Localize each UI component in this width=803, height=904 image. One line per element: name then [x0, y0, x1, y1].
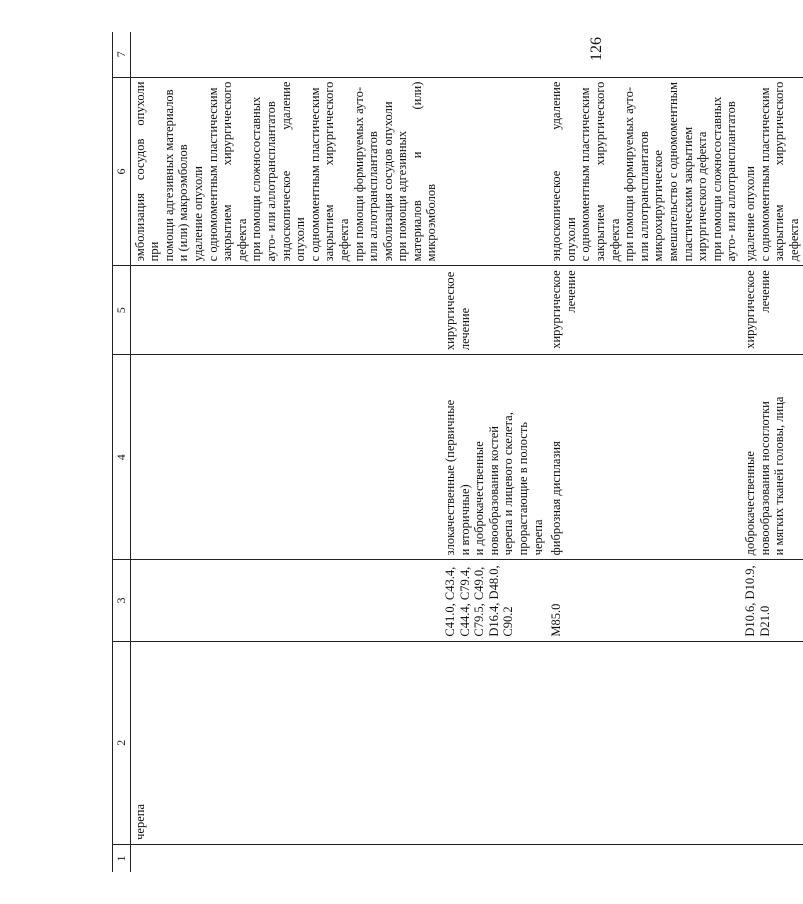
method-line: с одномоментным пластическим [307, 87, 322, 262]
code-line: C44.4, C79.4, [457, 566, 472, 637]
table-row [741, 32, 803, 872]
cell-col-7 [547, 32, 741, 77]
cell-col-7 [741, 32, 803, 77]
header-col-7: 7 [113, 32, 131, 77]
cell-diagnosis [741, 355, 803, 560]
diagnosis-line: и мягких тканей головы, лица [772, 396, 787, 556]
method-line: или аллотрансплантатов [636, 131, 651, 262]
cell-col-2 [547, 641, 741, 844]
cell-treatment-type [547, 266, 741, 355]
method-line: при помощи адгезивных [395, 130, 410, 262]
method-line: и (или) макроэмболов [176, 144, 191, 262]
method-line: удаление опухоли [742, 166, 757, 262]
cell-col-1 [441, 844, 547, 872]
table-header-row [113, 32, 131, 872]
table-row [441, 32, 547, 872]
method-line: при помощи сложносоставных [249, 96, 264, 262]
cell-method [741, 77, 803, 266]
method-line: ауто- или аллотрансплантатов [263, 101, 278, 262]
treatment-line: хирургическое [549, 270, 564, 349]
diagnosis-line: новообразования костей [486, 426, 501, 556]
method-line: эндоскопическое удаление опухоли [549, 81, 578, 262]
cell-col-2 [741, 641, 803, 844]
treatment-line: лечение [563, 270, 578, 313]
diagnosis-line: доброкачественные [742, 451, 757, 556]
method-line: удаление опухоли [190, 166, 205, 262]
header-col-4: 4 [113, 355, 131, 560]
method-line: с одномоментным пластическим [757, 87, 772, 262]
method-line: при помощи формируемых ауто- [622, 86, 637, 262]
treatment-line: хирургическое [742, 270, 757, 349]
cell-treatment-type [441, 266, 547, 355]
cell-diagnosis [130, 355, 441, 560]
header-col-5: 5 [113, 266, 131, 355]
method-line: эмболизация сосудов опухоли при [132, 81, 162, 262]
method-line: хирургического дефекта [695, 131, 710, 262]
cell-col-2 [441, 641, 547, 844]
header-col-6: 6 [113, 77, 131, 266]
code-line: M85.0 [549, 603, 564, 637]
code-line: D21.0 [757, 605, 772, 637]
method-line: вмешательство с одномоментным [665, 82, 680, 262]
cell-codes [441, 560, 547, 641]
cell-col-7 [130, 32, 441, 77]
method-line: материалов и (или) микроэмболов [409, 81, 439, 262]
cell-col-1 [741, 844, 803, 872]
header-col-1: 1 [113, 844, 131, 872]
cell-codes [130, 560, 441, 641]
method-line: с одномоментным пластическим [205, 87, 220, 262]
cell-col-2: черепа [130, 641, 441, 844]
diagnosis-line: и вторичные) [457, 484, 472, 556]
cell-col-1 [547, 844, 741, 872]
method-line: закрытием хирургического дефекта [322, 81, 351, 262]
method-line: при помощи сложносоставных [709, 96, 724, 262]
treatment-line: лечение [757, 270, 772, 313]
diagnosis-line: прорастающие в полость [516, 421, 531, 556]
method-line: эндоскопическое удаление опухоли [278, 81, 308, 262]
cell-treatment-type [741, 266, 803, 355]
method-line: помощи адгезивных материалов [161, 89, 176, 262]
method-line: закрытием хирургического дефекта [772, 81, 801, 262]
diagnosis-line: новообразования носоглотки [757, 401, 772, 556]
method-line: закрытием хирургического дефекта [220, 81, 249, 262]
cell-method [547, 77, 741, 266]
method-line: микрохирургическое [651, 150, 666, 262]
diagnosis-line: злокачественные (первичные [443, 399, 458, 556]
method-line: при помощи формируемых ауто- [351, 86, 366, 262]
diagnosis-line: фиброзная дисплазия [549, 441, 564, 556]
method-line: ауто- или аллотрансплантатов [724, 101, 739, 262]
method-line: пластическим закрытием [680, 126, 695, 262]
method-line: эмболизация сосудов опухоли [380, 101, 395, 262]
diagnosis-line: и доброкачественные [472, 441, 487, 556]
cell-diagnosis [441, 355, 547, 560]
cell-treatment-type [130, 266, 441, 355]
diagnosis-line: черепа и лицевого скелета, [501, 412, 516, 556]
method-line: с одномоментным пластическим [578, 87, 593, 262]
treatment-table [112, 32, 803, 872]
treatment-line: хирургическое [443, 271, 458, 351]
code-line: C41.0, C43.4, [443, 566, 458, 637]
code-line: C79.5, C49.0, [472, 566, 487, 637]
header-col-3: 3 [113, 560, 131, 641]
cell-codes [547, 560, 741, 641]
cell-codes [741, 560, 803, 641]
diagnosis-line: черепа [530, 519, 545, 556]
method-line: закрытием хирургического дефекта [593, 81, 622, 262]
header-col-2: 2 [113, 641, 131, 844]
treatment-line: лечение [457, 307, 472, 351]
page-number: 126 [588, 37, 605, 61]
code-line: D16.4, D48.0, [486, 565, 501, 637]
cell-method [441, 77, 547, 266]
cell-col-1 [130, 844, 441, 872]
cell-col-7 [441, 32, 547, 77]
method-line: или аллотрансплантатов [366, 131, 381, 262]
cell-diagnosis [547, 355, 741, 560]
cell-method [130, 77, 441, 266]
table-row [547, 32, 741, 872]
code-line: D10.6, D10.9, [742, 565, 757, 637]
code-line: C90.2 [501, 606, 516, 637]
table-row [130, 32, 441, 872]
